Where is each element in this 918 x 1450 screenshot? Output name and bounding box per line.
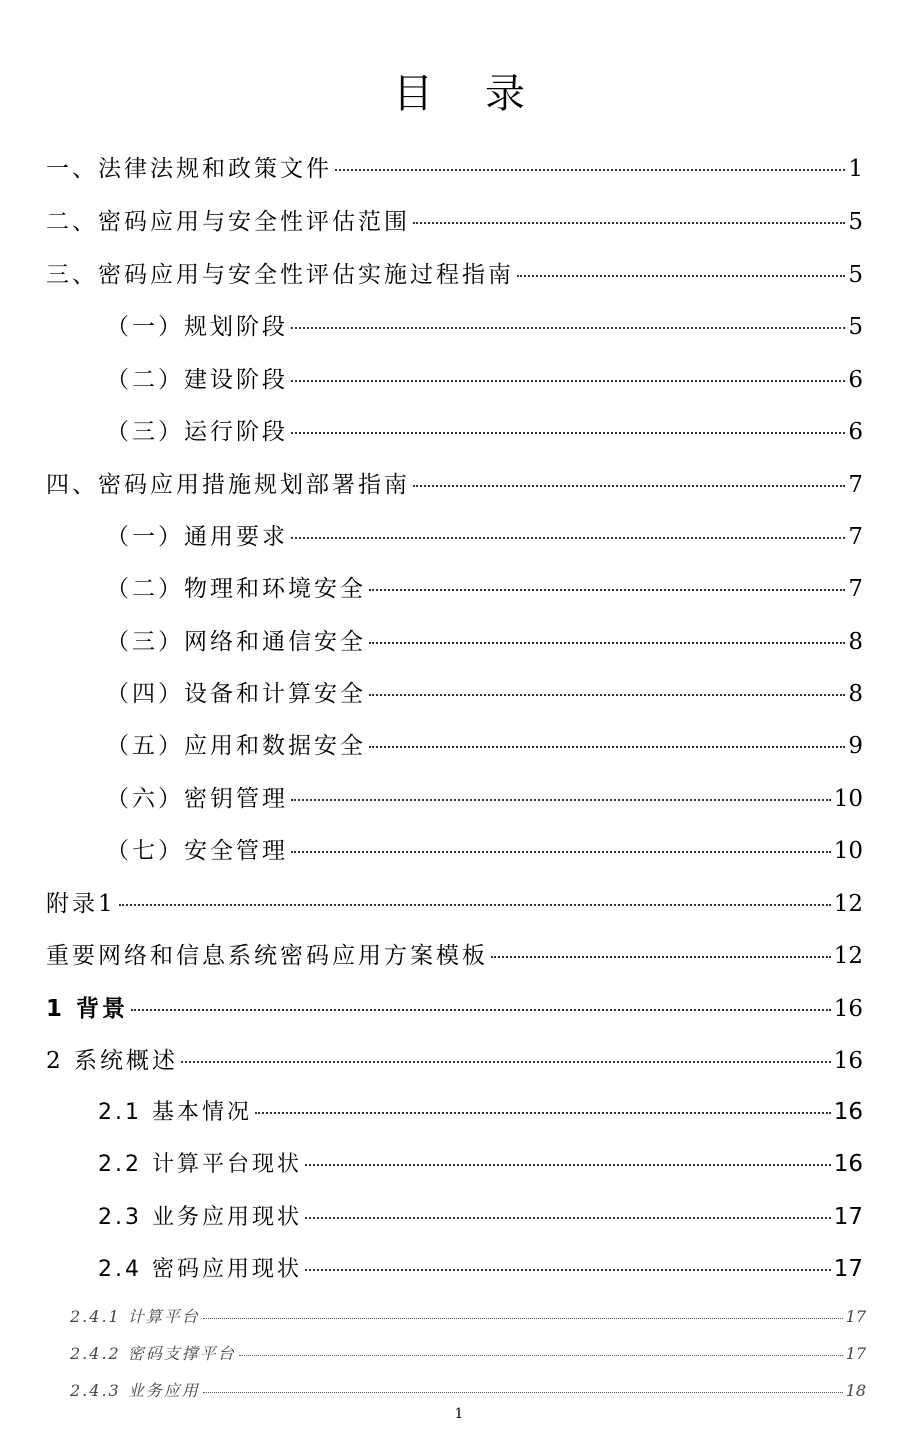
toc-label: 2.4.2 密码支撑平台 <box>70 1344 236 1363</box>
toc-label: （四）设备和计算安全 <box>106 681 366 707</box>
toc-label: （三）网络和通信安全 <box>106 629 366 655</box>
toc-page: 5 <box>848 262 863 288</box>
toc-entry[interactable] <box>0 1252 918 1283</box>
toc-label: 一、法律法规和政策文件 <box>46 156 332 182</box>
toc-leader <box>131 1009 831 1011</box>
toc-label: 四、密码应用措施规划部署指南 <box>46 472 410 498</box>
toc-entry[interactable] <box>0 1341 918 1364</box>
page-number: 1 <box>454 1406 464 1422</box>
toc-leader <box>119 904 831 906</box>
toc-page: 7 <box>848 524 863 550</box>
toc-leader <box>369 642 845 644</box>
toc-entry[interactable] <box>0 256 918 289</box>
toc-entry[interactable] <box>0 203 918 236</box>
toc-page: 8 <box>848 629 863 655</box>
toc-entry[interactable] <box>0 413 918 446</box>
toc-label: 1 背景 <box>46 996 129 1022</box>
toc-page: 12 <box>833 943 863 969</box>
toc-page: 16 <box>833 1151 863 1177</box>
toc-page: 18 <box>845 1381 866 1400</box>
toc-entry[interactable] <box>0 937 918 970</box>
toc-entry[interactable] <box>0 150 918 183</box>
toc-leader <box>291 380 845 382</box>
toc-label: 二、密码应用与安全性评估范围 <box>46 209 410 235</box>
toc-label: 2 系统概述 <box>46 1048 178 1074</box>
toc-label: 2.1 基本情况 <box>98 1100 252 1125</box>
toc-page: 16 <box>833 1048 863 1074</box>
toc-leader <box>291 432 845 434</box>
toc-page: 10 <box>833 838 863 864</box>
toc-leader <box>255 1112 831 1114</box>
toc-label: 2.4.3 业务应用 <box>70 1381 200 1400</box>
toc-page: 7 <box>848 576 863 602</box>
toc-entry[interactable] <box>0 518 918 551</box>
toc-entry[interactable] <box>0 990 918 1023</box>
toc-leader <box>291 799 831 801</box>
toc-leader <box>291 537 845 539</box>
toc-label: 重要网络和信息系统密码应用方案模板 <box>46 943 488 969</box>
toc-leader <box>369 694 845 696</box>
toc-leader <box>203 1318 843 1319</box>
toc-page: 10 <box>833 786 863 812</box>
toc-entry[interactable] <box>0 1095 918 1126</box>
toc-leader <box>239 1355 843 1356</box>
toc-label: （五）应用和数据安全 <box>106 733 366 759</box>
toc-leader <box>181 1061 831 1063</box>
toc-leader <box>305 1269 831 1271</box>
toc-leader <box>369 589 845 591</box>
toc-page: 1 <box>848 156 863 182</box>
toc-label: 2.4.1 计算平台 <box>70 1307 200 1326</box>
toc-label: （一）规划阶段 <box>106 314 288 340</box>
toc-leader <box>291 851 831 853</box>
toc-label: 2.2 计算平台现状 <box>98 1152 302 1177</box>
toc-leader <box>305 1217 831 1219</box>
toc-entry[interactable] <box>0 466 918 499</box>
toc-leader <box>335 169 845 171</box>
toc-entry[interactable] <box>0 1304 918 1327</box>
toc-label: （三）运行阶段 <box>106 419 288 445</box>
toc-entry[interactable] <box>0 832 918 865</box>
toc-entry[interactable] <box>0 623 918 656</box>
toc-label: （二）物理和环境安全 <box>106 576 366 602</box>
toc-page: 5 <box>848 314 863 340</box>
toc-leader <box>369 746 845 748</box>
toc-label: （六）密钥管理 <box>106 786 288 812</box>
toc-page: 17 <box>833 1204 863 1230</box>
toc-page: 6 <box>848 367 863 393</box>
toc-entry[interactable] <box>0 1200 918 1231</box>
toc-label: （一）通用要求 <box>106 524 288 550</box>
toc-leader <box>517 275 845 277</box>
toc-label: （二）建设阶段 <box>106 367 288 393</box>
toc-label: 2.4 密码应用现状 <box>98 1257 302 1282</box>
toc-page: 17 <box>833 1256 863 1282</box>
toc-label: 附录1 <box>46 891 116 917</box>
toc-entry[interactable] <box>0 727 918 760</box>
toc-entry[interactable] <box>0 885 918 918</box>
toc-entry[interactable] <box>0 308 918 341</box>
toc-page: 5 <box>848 209 863 235</box>
toc-label: （七）安全管理 <box>106 838 288 864</box>
toc-page: 6 <box>848 419 863 445</box>
toc-leader <box>203 1392 843 1393</box>
toc-label: 三、密码应用与安全性评估实施过程指南 <box>46 262 514 288</box>
toc-leader <box>491 956 831 958</box>
toc-entry[interactable] <box>0 780 918 813</box>
toc-leader <box>413 485 845 487</box>
toc-entry[interactable] <box>0 1147 918 1178</box>
toc-entry[interactable] <box>0 1042 918 1075</box>
toc-entry[interactable] <box>0 361 918 394</box>
toc-page: 17 <box>845 1307 866 1326</box>
toc-page: 7 <box>848 472 863 498</box>
toc-entry[interactable] <box>0 1378 918 1401</box>
toc-page: 12 <box>833 891 863 917</box>
toc-leader <box>291 327 845 329</box>
toc-page: 16 <box>833 1099 863 1125</box>
toc-entry[interactable] <box>0 570 918 603</box>
page-title: 目录 <box>393 71 577 117</box>
toc-page: 17 <box>845 1344 866 1363</box>
toc-page: 9 <box>848 733 863 759</box>
toc-page: 8 <box>848 681 863 707</box>
toc-leader <box>305 1164 831 1166</box>
toc-leader <box>413 222 845 224</box>
toc-label: 2.3 业务应用现状 <box>98 1205 302 1230</box>
toc-page: 16 <box>833 996 863 1022</box>
toc-entry[interactable] <box>0 675 918 708</box>
